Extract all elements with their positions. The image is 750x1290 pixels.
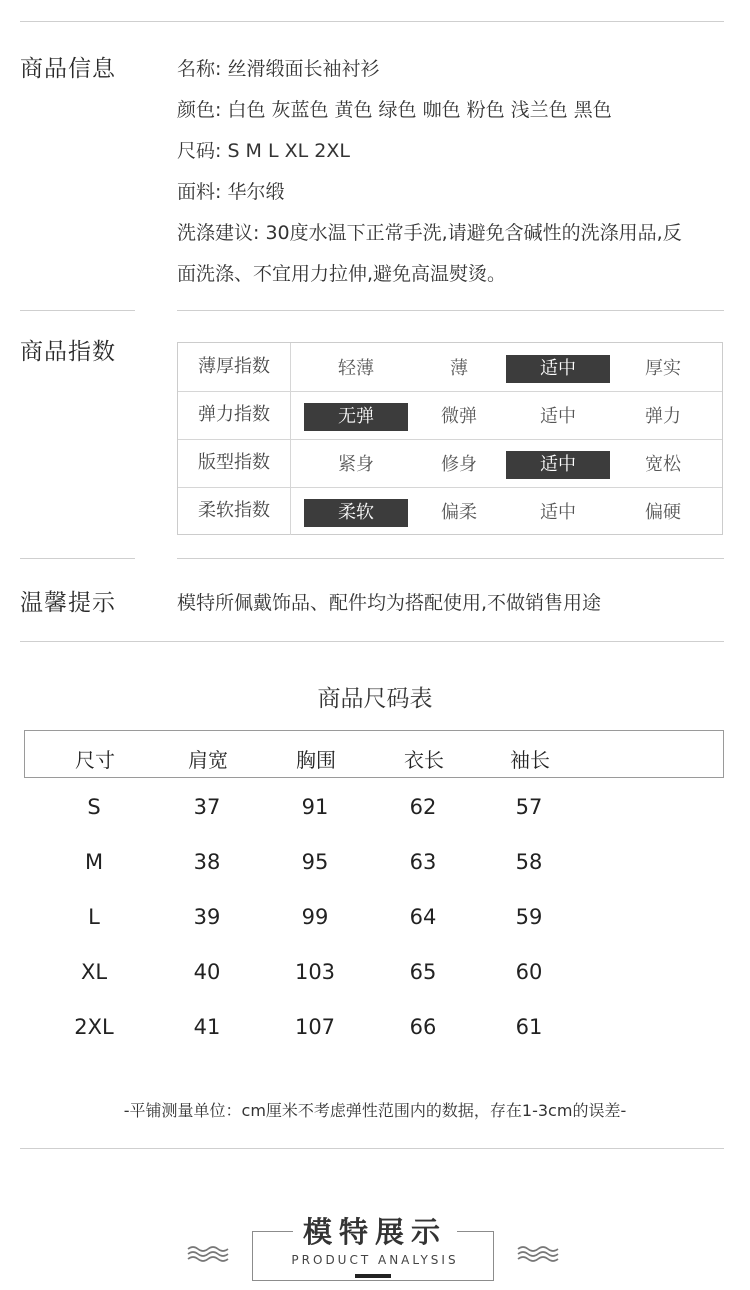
size-table-cell: 57 bbox=[515, 795, 543, 819]
size-table-cell: 37 bbox=[193, 795, 221, 819]
size-table-cell: 95 bbox=[301, 850, 329, 874]
size-table-title: 商品尺码表 bbox=[317, 686, 433, 712]
size-table-header-cell: 衣长 bbox=[404, 748, 444, 772]
size-table-header-cell: 袖长 bbox=[510, 748, 550, 772]
size-table-cell: L bbox=[88, 905, 100, 929]
size-table-cell: 99 bbox=[301, 905, 329, 929]
size-table-header-cell: 胸围 bbox=[296, 748, 336, 772]
product-index-grid bbox=[177, 342, 723, 535]
size-table-cell: S bbox=[87, 795, 101, 819]
divider-left bbox=[20, 310, 135, 311]
size-table-cell: 2XL bbox=[74, 1015, 114, 1039]
size-table-note: -平铺测量单位：cm厘米不考虑弹性范围内的数据，存在1-3cm的误差- bbox=[123, 1101, 627, 1120]
index-option-selected: 柔软 bbox=[304, 499, 408, 527]
size-table-header-cell: 肩宽 bbox=[188, 748, 228, 772]
index-option: 厚实 bbox=[645, 358, 681, 379]
size-table-cell: 40 bbox=[193, 960, 221, 984]
index-row-label: 版型指数 bbox=[178, 439, 291, 487]
top-divider bbox=[20, 21, 724, 22]
section-title-info: 商品信息 bbox=[20, 56, 116, 82]
product-name: 名称: 丝滑缎面长袖衬衫 bbox=[177, 58, 380, 80]
size-table-cell: 107 bbox=[294, 1015, 336, 1039]
wave-right-icon bbox=[516, 1244, 560, 1264]
index-row-label: 柔软指数 bbox=[178, 487, 291, 535]
index-option: 微弹 bbox=[441, 406, 477, 427]
divider-full bbox=[20, 1148, 724, 1149]
divider-full bbox=[20, 641, 724, 642]
size-table-cell: 60 bbox=[515, 960, 543, 984]
size-table-cell: 103 bbox=[294, 960, 336, 984]
index-row bbox=[178, 391, 722, 440]
size-table-cell: 61 bbox=[515, 1015, 543, 1039]
section-title-index: 商品指数 bbox=[20, 339, 116, 365]
size-table-cell: 58 bbox=[515, 850, 543, 874]
banner-subtitle: PRODUCT ANALYSIS bbox=[291, 1253, 459, 1267]
size-table-cell: XL bbox=[80, 960, 108, 984]
index-option: 弹力 bbox=[645, 406, 681, 427]
index-row bbox=[178, 439, 722, 488]
size-table-cell: 64 bbox=[409, 905, 437, 929]
divider-right bbox=[177, 310, 724, 311]
size-table-cell: 65 bbox=[409, 960, 437, 984]
size-table-cell: 63 bbox=[409, 850, 437, 874]
index-option: 紧身 bbox=[338, 454, 374, 475]
size-table-cell: 41 bbox=[193, 1015, 221, 1039]
index-option-selected: 适中 bbox=[506, 451, 610, 479]
size-table-cell: 39 bbox=[193, 905, 221, 929]
size-table-cell: 91 bbox=[301, 795, 329, 819]
index-option-selected: 无弹 bbox=[304, 403, 408, 431]
index-row-label: 薄厚指数 bbox=[178, 343, 291, 391]
size-table-cell: 59 bbox=[515, 905, 543, 929]
banner-title bbox=[0, 1210, 750, 1251]
index-option: 偏柔 bbox=[441, 502, 477, 523]
index-row bbox=[178, 487, 722, 535]
size-table-header bbox=[24, 730, 724, 778]
wave-left-icon bbox=[186, 1244, 230, 1264]
product-fabric: 面料: 华尔缎 bbox=[177, 181, 285, 203]
index-row bbox=[178, 343, 722, 392]
divider-left bbox=[20, 558, 135, 559]
index-option-selected: 适中 bbox=[506, 355, 610, 383]
divider-right bbox=[177, 558, 724, 559]
index-row-label: 弹力指数 bbox=[178, 391, 291, 439]
banner-title-text: 模特展示 bbox=[293, 1215, 457, 1249]
product-colors: 颜色: 白色 灰蓝色 黄色 绿色 咖色 粉色 浅兰色 黑色 bbox=[177, 99, 612, 121]
size-table-cell: 38 bbox=[193, 850, 221, 874]
index-option: 适中 bbox=[540, 502, 576, 523]
size-table-header-cell: 尺寸 bbox=[75, 748, 115, 772]
index-option: 宽松 bbox=[645, 454, 681, 475]
wash-advice-line-2: 面洗涤、不宜用力拉伸,避免高温熨烫。 bbox=[177, 263, 507, 285]
banner-underline bbox=[355, 1274, 391, 1278]
index-option: 轻薄 bbox=[338, 358, 374, 379]
size-table-cell: 66 bbox=[409, 1015, 437, 1039]
size-table-cell: M bbox=[84, 850, 104, 874]
index-option: 薄 bbox=[450, 358, 468, 379]
section-title-tips: 温馨提示 bbox=[20, 590, 116, 616]
index-option: 适中 bbox=[540, 406, 576, 427]
index-option: 修身 bbox=[441, 454, 477, 475]
tips-text: 模特所佩戴饰品、配件均为搭配使用,不做销售用途 bbox=[177, 592, 602, 614]
index-option: 偏硬 bbox=[645, 502, 681, 523]
product-sizes: 尺码: S M L XL 2XL bbox=[177, 140, 350, 162]
wash-advice-line-1: 洗涤建议: 30度水温下正常手洗,请避免含碱性的洗涤用品,反 bbox=[177, 222, 682, 244]
size-table-cell: 62 bbox=[409, 795, 437, 819]
